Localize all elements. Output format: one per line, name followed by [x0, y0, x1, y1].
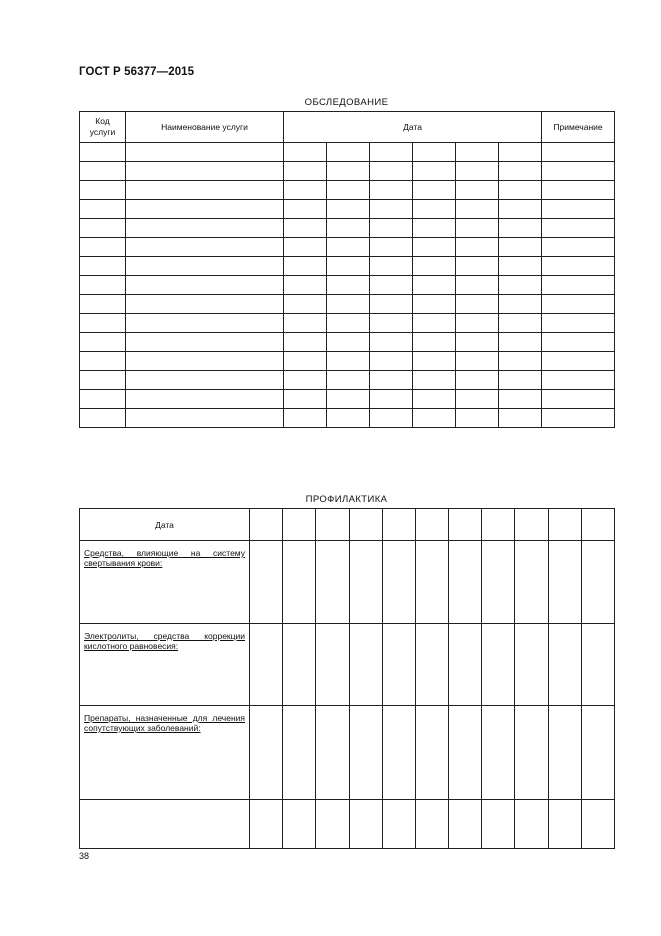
- table-cell: [581, 800, 614, 849]
- table-cell: [126, 371, 284, 390]
- table-cell: [449, 800, 482, 849]
- table-cell: [499, 162, 542, 181]
- table-cell: [413, 314, 456, 333]
- table-cell: [284, 409, 327, 428]
- table-cell: [456, 143, 499, 162]
- table-cell: [542, 295, 615, 314]
- table-row: [80, 200, 615, 219]
- table-row: [80, 390, 615, 409]
- date-cell: [349, 509, 382, 541]
- table-cell: [250, 706, 283, 800]
- table-cell: [250, 541, 283, 624]
- table-cell: [283, 800, 316, 849]
- table-cell: [370, 371, 413, 390]
- table-cell: [456, 390, 499, 409]
- table-cell: [499, 200, 542, 219]
- table-cell: [80, 352, 126, 371]
- date-cell: [316, 509, 349, 541]
- table-cell: [548, 541, 581, 624]
- table-cell: [499, 295, 542, 314]
- table-cell: [370, 295, 413, 314]
- table-cell: [456, 352, 499, 371]
- table-cell: [499, 219, 542, 238]
- table-cell: [456, 276, 499, 295]
- table-cell: [456, 238, 499, 257]
- table-cell: [327, 200, 370, 219]
- table-cell: [456, 409, 499, 428]
- date-cell: [482, 509, 515, 541]
- table-cell: [548, 800, 581, 849]
- table-cell: [370, 162, 413, 181]
- table-cell: [413, 257, 456, 276]
- table-cell: [581, 706, 614, 800]
- table-row: [80, 409, 615, 428]
- table-cell: [413, 352, 456, 371]
- table-cell: [415, 800, 448, 849]
- table-cell: [284, 390, 327, 409]
- table-row: [80, 181, 615, 200]
- table-cell: [482, 624, 515, 706]
- table-cell: [283, 706, 316, 800]
- table-cell: [80, 219, 126, 238]
- table-cell: [284, 143, 327, 162]
- table-cell: [499, 181, 542, 200]
- table-cell: [542, 333, 615, 352]
- table-cell: [327, 390, 370, 409]
- table-cell: [327, 219, 370, 238]
- table-cell: [382, 800, 415, 849]
- table-cell: [542, 200, 615, 219]
- document-header: ГОСТ Р 56377—2015: [79, 66, 195, 78]
- table-cell: [413, 295, 456, 314]
- table-cell: [327, 314, 370, 333]
- table-cell: [370, 409, 413, 428]
- table-cell: [456, 219, 499, 238]
- table-cell: [316, 624, 349, 706]
- table-cell: [499, 238, 542, 257]
- table-cell: [456, 257, 499, 276]
- table-cell: [413, 371, 456, 390]
- table-row: [80, 143, 615, 162]
- prevention-row-label: [80, 706, 250, 800]
- table-row: [80, 219, 615, 238]
- table-cell: [542, 352, 615, 371]
- prevention-row-label-text: Электролиты, средства коррекции кислотного равновесия:: [84, 631, 245, 651]
- table-cell: [499, 352, 542, 371]
- table-cell: [499, 371, 542, 390]
- table-cell: [370, 333, 413, 352]
- exam-table: [79, 111, 615, 428]
- prevention-row: [80, 624, 615, 706]
- prevention-table-caption: ПРОФИЛАКТИКА: [305, 494, 388, 505]
- table-cell: [126, 257, 284, 276]
- column-header-note: Примечание: [542, 112, 615, 143]
- table-cell: [499, 276, 542, 295]
- table-row: [80, 295, 615, 314]
- table-cell: [499, 143, 542, 162]
- table-cell: [283, 624, 316, 706]
- table-cell: [581, 624, 614, 706]
- table-cell: [449, 541, 482, 624]
- table-cell: [370, 390, 413, 409]
- prevention-row: [80, 800, 615, 849]
- table-cell: [542, 238, 615, 257]
- table-cell: [126, 390, 284, 409]
- table-cell: [316, 541, 349, 624]
- table-cell: [126, 295, 284, 314]
- table-cell: [284, 200, 327, 219]
- table-cell: [126, 333, 284, 352]
- table-cell: [370, 314, 413, 333]
- table-cell: [327, 352, 370, 371]
- table-cell: [499, 333, 542, 352]
- table-cell: [349, 706, 382, 800]
- table-cell: [415, 541, 448, 624]
- table-cell: [126, 219, 284, 238]
- table-cell: [515, 541, 548, 624]
- date-cell: [382, 509, 415, 541]
- table-row: [80, 352, 615, 371]
- table-cell: [415, 706, 448, 800]
- table-cell: [413, 162, 456, 181]
- table-cell: [456, 181, 499, 200]
- prevention-date-label: Дата: [80, 509, 250, 541]
- table-cell: [80, 409, 126, 428]
- table-row: [80, 162, 615, 181]
- table-cell: [349, 541, 382, 624]
- table-row: [80, 371, 615, 390]
- table-cell: [327, 143, 370, 162]
- table-cell: [413, 238, 456, 257]
- table-cell: [542, 390, 615, 409]
- table-cell: [126, 162, 284, 181]
- table-cell: [370, 276, 413, 295]
- table-cell: [548, 624, 581, 706]
- table-cell: [382, 706, 415, 800]
- table-cell: [327, 162, 370, 181]
- prevention-row: [80, 541, 615, 624]
- table-cell: [80, 295, 126, 314]
- table-cell: [515, 624, 548, 706]
- table-cell: [284, 181, 327, 200]
- table-cell: [370, 181, 413, 200]
- table-cell: [316, 800, 349, 849]
- table-cell: [370, 238, 413, 257]
- table-cell: [499, 314, 542, 333]
- table-cell: [542, 314, 615, 333]
- table-cell: [413, 219, 456, 238]
- table-cell: [415, 624, 448, 706]
- table-cell: [482, 541, 515, 624]
- table-cell: [327, 409, 370, 428]
- table-cell: [499, 409, 542, 428]
- date-cell: [283, 509, 316, 541]
- table-cell: [284, 295, 327, 314]
- table-cell: [126, 276, 284, 295]
- table-cell: [80, 390, 126, 409]
- table-cell: [327, 371, 370, 390]
- table-cell: [542, 409, 615, 428]
- table-cell: [327, 181, 370, 200]
- exam-table-header-row: [80, 112, 615, 143]
- table-cell: [284, 219, 327, 238]
- table-cell: [542, 162, 615, 181]
- prevention-date-row: [80, 509, 615, 541]
- table-cell: [515, 800, 548, 849]
- table-row: [80, 314, 615, 333]
- table-cell: [316, 706, 349, 800]
- prevention-table: [79, 508, 615, 849]
- date-cell: [415, 509, 448, 541]
- table-row: [80, 276, 615, 295]
- page-number: 38: [79, 851, 90, 861]
- prevention-row-label: [80, 624, 250, 706]
- table-cell: [80, 276, 126, 295]
- table-cell: [284, 371, 327, 390]
- table-cell: [126, 200, 284, 219]
- table-cell: [413, 409, 456, 428]
- table-cell: [456, 371, 499, 390]
- prevention-row-label: [80, 800, 250, 849]
- table-cell: [284, 314, 327, 333]
- table-cell: [542, 143, 615, 162]
- table-cell: [456, 333, 499, 352]
- table-cell: [413, 390, 456, 409]
- table-cell: [449, 624, 482, 706]
- table-cell: [482, 800, 515, 849]
- prevention-row-label-text: Средства, влияющие на систему свертывания крови:: [84, 548, 245, 568]
- table-cell: [413, 181, 456, 200]
- table-cell: [80, 257, 126, 276]
- table-cell: [327, 238, 370, 257]
- table-cell: [456, 162, 499, 181]
- table-cell: [370, 257, 413, 276]
- table-cell: [80, 333, 126, 352]
- table-cell: [284, 276, 327, 295]
- table-row: [80, 238, 615, 257]
- prevention-row: [80, 706, 615, 800]
- table-cell: [80, 238, 126, 257]
- table-cell: [80, 162, 126, 181]
- table-cell: [327, 257, 370, 276]
- table-cell: [284, 257, 327, 276]
- prevention-row-label-text: Препараты, назначенные для лечения сопутствующих заболеваний:: [84, 713, 245, 733]
- table-cell: [284, 238, 327, 257]
- exam-table-caption: ОБСЛЕДОВАНИЕ: [304, 97, 389, 108]
- table-cell: [449, 706, 482, 800]
- table-cell: [542, 276, 615, 295]
- date-cell: [515, 509, 548, 541]
- table-cell: [284, 352, 327, 371]
- table-cell: [327, 276, 370, 295]
- table-cell: [283, 541, 316, 624]
- table-cell: [413, 200, 456, 219]
- table-cell: [284, 333, 327, 352]
- table-cell: [456, 200, 499, 219]
- table-cell: [349, 624, 382, 706]
- table-cell: [542, 371, 615, 390]
- table-cell: [413, 276, 456, 295]
- table-cell: [370, 200, 413, 219]
- table-cell: [548, 706, 581, 800]
- table-cell: [80, 143, 126, 162]
- table-cell: [382, 541, 415, 624]
- table-cell: [482, 706, 515, 800]
- table-row: [80, 257, 615, 276]
- table-cell: [327, 333, 370, 352]
- table-cell: [515, 706, 548, 800]
- table-cell: [126, 238, 284, 257]
- table-cell: [80, 181, 126, 200]
- table-cell: [581, 541, 614, 624]
- table-cell: [284, 162, 327, 181]
- table-cell: [370, 352, 413, 371]
- table-cell: [456, 314, 499, 333]
- table-cell: [370, 219, 413, 238]
- date-cell: [548, 509, 581, 541]
- table-cell: [327, 295, 370, 314]
- table-cell: [80, 200, 126, 219]
- table-cell: [370, 143, 413, 162]
- table-cell: [80, 371, 126, 390]
- table-cell: [542, 257, 615, 276]
- table-cell: [499, 257, 542, 276]
- column-header-code: Код услуги: [80, 112, 126, 143]
- table-cell: [126, 143, 284, 162]
- table-cell: [413, 143, 456, 162]
- table-cell: [456, 295, 499, 314]
- table-cell: [542, 181, 615, 200]
- prevention-row-label: [80, 541, 250, 624]
- table-cell: [126, 352, 284, 371]
- table-row: [80, 333, 615, 352]
- table-cell: [126, 181, 284, 200]
- table-cell: [542, 219, 615, 238]
- table-cell: [126, 409, 284, 428]
- table-cell: [413, 333, 456, 352]
- date-cell: [581, 509, 614, 541]
- date-cell: [250, 509, 283, 541]
- table-cell: [499, 390, 542, 409]
- column-header-name: Наименование услуги: [126, 112, 284, 143]
- table-cell: [382, 624, 415, 706]
- table-cell: [250, 624, 283, 706]
- table-cell: [250, 800, 283, 849]
- table-cell: [80, 314, 126, 333]
- date-cell: [449, 509, 482, 541]
- table-cell: [349, 800, 382, 849]
- table-cell: [126, 314, 284, 333]
- column-header-date: Дата: [284, 112, 542, 143]
